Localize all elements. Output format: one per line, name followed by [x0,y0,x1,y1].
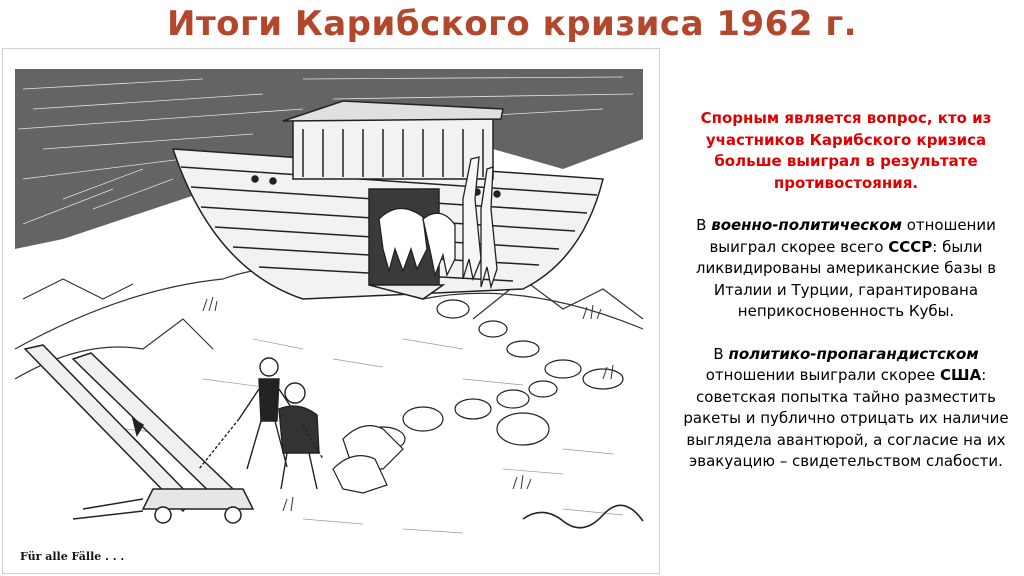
artist-signature [523,505,643,527]
text-panel [676,108,1016,494]
missile-launcher [25,345,253,523]
noahs-ark-cartoon [3,49,659,573]
p2-emphasis: политико-пропагандистском [728,344,979,363]
p2-prefix: В [713,344,729,363]
paragraph-military-political [676,215,1016,323]
p1-prefix: В [696,216,712,234]
slide-title: Итоги Карибского кризиса 1962 г. [166,4,858,44]
paragraph-political-propaganda [676,344,1016,473]
p2-mid: отношении выиграли скорее [705,366,941,384]
two-figures [199,358,323,489]
p1-mid: отношении выиграл скорее всего [709,216,996,256]
p2-rest: : советская попытка тайно разместить ракеты и публично отрицать их наличие выглядела авантюрой, а согласие на их эвакуацию – свидетельством слабости. [683,366,1009,470]
cartoon-illustration [2,48,660,574]
cartoon-caption: Für alle Fälle . . . [20,550,125,563]
p1-country: СССР [888,237,933,256]
p1-rest: : были ликвидированы американские базы в Италии и Турции, гарантирована неприкосновенность Кубы. [695,237,997,320]
animal-procession [333,300,623,493]
lead-question: Спорным является вопрос, кто из участников Карибского кризиса больше выиграл в результате противостояния. [700,109,992,192]
p1-emphasis: военно-политическом [711,216,902,234]
p2-country: США [940,366,982,384]
